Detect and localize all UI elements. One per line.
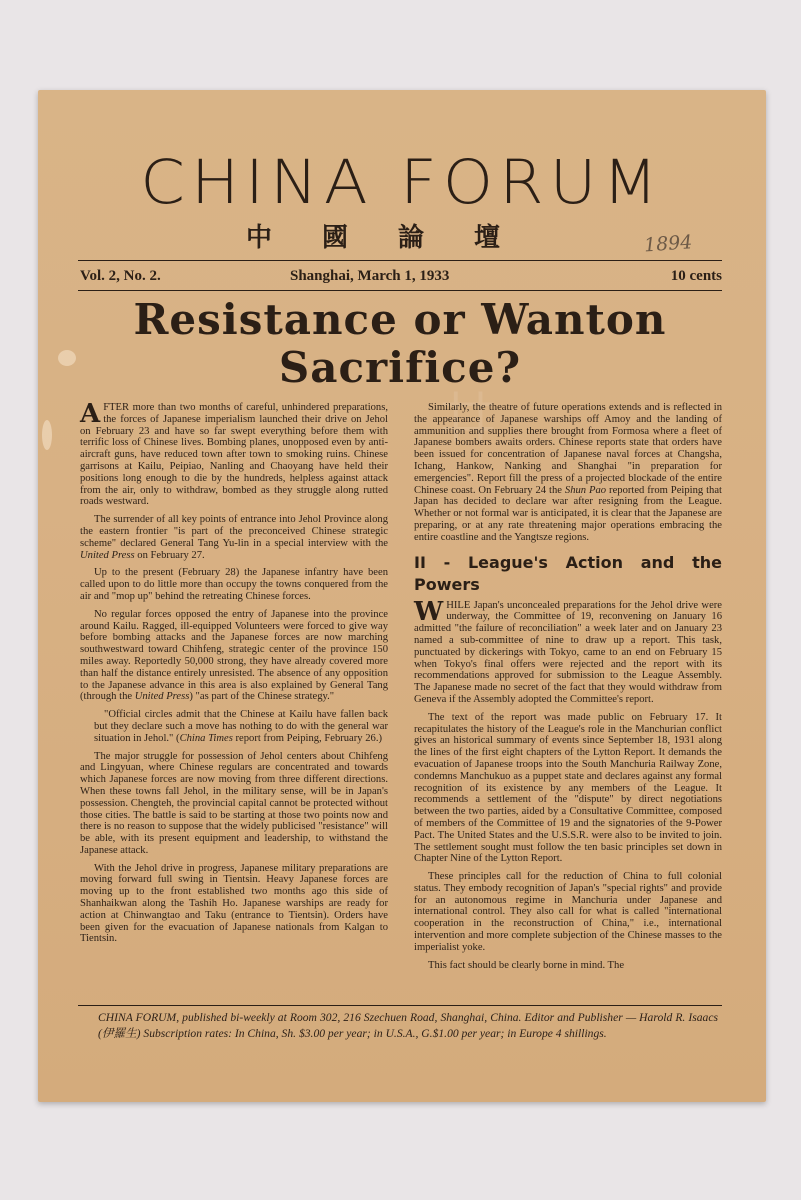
headline-line-1: Resistance or Wanton xyxy=(133,295,667,344)
article-paragraph: WHILE Japan's unconcealed preparations for the Jehol drive were underway, the Committee of 19, reconvening on January 16 admitted "the failure of reconciliation" a week later and on January 23 named a sub-committee of nine to draw up a report. This task, punctuated by dickerings with Tokyo, came to an end on February 15 when Tokyo's final offers were rejected and the report with its recommendations approved for submission to the League Assembly. The Japanese made no secret of the fact that they would withdraw from Geneva if the Assembly adopted the Committee's report. xyxy=(414,596,722,705)
issue-volume: Vol. 2, No. 2. xyxy=(80,268,161,284)
top-rule xyxy=(78,260,722,261)
newspaper-page xyxy=(38,90,766,1102)
headline-line-2: Sacrifice? xyxy=(278,343,522,392)
block-quote: "Official circles admit that the Chinese at Kailu have fallen back but they declare such a move has nothing to do with the general war situation in Jehol." (China Times report from Peiping, February 26.) xyxy=(94,709,388,744)
background-watermark: ⌗ xyxy=(440,359,496,471)
headline xyxy=(78,296,722,392)
article-paragraph: This fact should be clearly borne in mind. The xyxy=(428,959,625,971)
section-heading: II - League's Action and the Powers xyxy=(414,552,722,594)
article-paragraph: The major struggle for possession of Jehol centers about Chihfeng and Lingyuan, where Chinese regulars are concentrated and towards which Japanese forces are now moving from three different directions. When these towns fall Jehol, in the military sense, will be in Japan's possession. Chengteh, the provincial capital cannot be protected without those cities. The battle is said to be starting at those two points now and there is no reason to suppose that the widely publicised "resistance" will be able, with its present equipment and leadership, to withstand the Japanese attack. xyxy=(80,750,388,856)
issue-rule xyxy=(78,290,722,291)
article-paragraph: The text of the report was made public on February 17. It recapitulates the history of the League's role in the Manchurian conflict gives an historical summary of events since September 18, 1931 along the lines of the first eight chapters of the Lytton Report. It demands the evacuation of Japanese troops into the South Manchuria Railway Zone, condemns Manchukuo as a puppet state and declares against any formal recognition of its existence by any members of the League. It recommends a settlement of the "dispute" by direct negotiations between the two parties, aided by a Consultative Committee, composed of members of the Committee of 19 and the signatories of the 9-Power Pact. The United States and the U.S.S.R. were also to be invited to join. The settlement sought must follow the ten basic principles set down in Chapter Nine of the Lytton Report. xyxy=(414,711,722,865)
article-paragraph: Similarly, the theatre of future operations extends and is reflected in the appearance of Japanese warships off Amoy and the landing of ammunition and supplies there brought from Formosa where a fleet of Japanese bombers awaits orders. Chinese reports state that orders have been issued for concentration of Japanese naval forces at Changsha, Ichang, Hankow, Nanking and Shanghai "in preparation for emergencies". Report fill the press of a projected blockade of the entire Chinese coast. On February 24 the Shun Pao reported from Peiping that Japan has decided to declare war after resigning from the League. Whether or not formal war is anticipated, it is clear that the Japanese are preparing, or at any rate threatening major operations embracing the entire coastline and the Yangtsze regions. xyxy=(414,402,722,543)
issue-price: 10 cents xyxy=(670,268,722,284)
article-paragraph: These principles call for the reduction of China to full colonial status. They embody recognition of Japan's "special rights" and provide for an autonomous regime in Manchuria under Japanese and international control. They also call for what is called "international cooperation in the reconstruction of China," i.e., international intervention and more complete subjection of the Chinese masses to the imperialist yoke. xyxy=(414,871,722,953)
article-paragraph: AFTER more than two months of careful, unhindered preparations, the forces of Japanese imperialism launched their drive on Jehol on February 23 and have so far swept everything before them with terrific loss of Chinese lives. Bombing planes, unopposed even by anti-aircraft guns, have reduced town after town to smoking ruins. Chinese garrisons at Kailu, Peipiao, Nanling and Chaoyang have held their positions long enough to die by the hundreds, helpless against attack from the air, only to withdraw, bombed as they struggle along rutted roads westward. xyxy=(80,399,388,508)
masthead-title: CHINA FORUM xyxy=(140,147,664,219)
article-paragraph: No regular forces opposed the entry of Japanese into the province around Kailu. Ragged, ill-equipped Volunteers were forced to give way before bombing attacks and the Japanese forces are now marching southwestward toward Chihfeng, strategic center of the province 150 miles away. Reportedly 50,000 strong, they have already covered more than half the distance entirely unresisted. The absence of any opposition to the Japanese advance in this area is also explained by General Tang (through the United Press) "as part of the Chinese strategy." xyxy=(80,608,388,703)
paper-stain xyxy=(58,350,76,366)
article-paragraph: The surrender of all key points of entrance into Jehol Province along the eastern frontier "is part of the preconceived Chinese strategic scheme" declared General Tang Yu-lin in a special interview with the United Press on February 27. xyxy=(80,514,388,561)
drop-cap: W xyxy=(414,596,444,627)
footer-rule xyxy=(78,1005,722,1006)
article-paragraph: Up to the present (February 28) the Japanese infantry have been called upon to do little more than occupy the towns conquered from the air and "mop up" behind the retreating Chinese forces. xyxy=(80,567,388,602)
publication-info: CHINA FORUM, published bi-weekly at Room 302, 216 Szechuen Road, Shanghai, China. Editor and Publisher — Harold R. Isaacs (伊羅生) Subscription rates: In China, Sh. $3.00 per year; in U.S.A., G.$1.00 per year; in Europe 4 shillings. xyxy=(98,1011,718,1040)
masthead-cjk-title: 中國論壇 xyxy=(245,223,550,253)
issue-place-date: Shanghai, March 1, 1933 xyxy=(290,268,450,284)
article-paragraph: With the Jehol drive in progress, Japanese military preparations are moving forward full swing in Tientsin. Heavy Japanese forces are moving up to the front established two months ago this side of Shanhaikwan along the Tashih Ho. Japanese warships are ready for action at Chinwangtao and Taku (entrance to Tientsin). Orders have been given for the evacuation of Japanese nationals from Kalgan to Tientsin. xyxy=(80,862,388,945)
left-column xyxy=(80,399,388,951)
drop-cap: A xyxy=(80,399,101,429)
right-column xyxy=(414,402,722,977)
paper-stain xyxy=(42,420,52,450)
handwritten-note: 1894 xyxy=(643,231,694,257)
